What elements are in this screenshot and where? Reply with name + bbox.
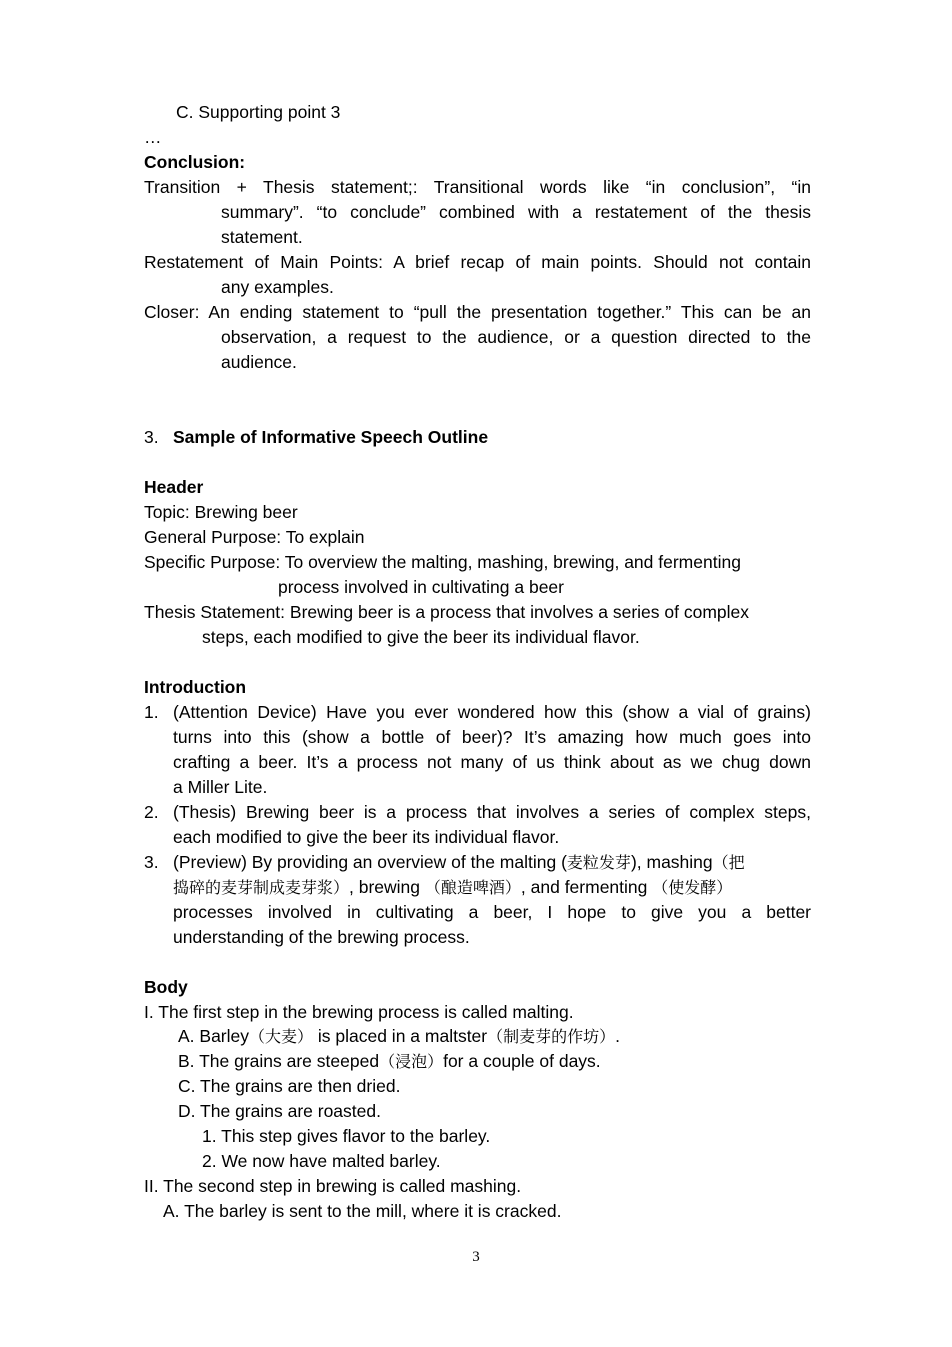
header-specific-purpose-line2: process involved in cultivating a beer: [278, 577, 564, 597]
introduction-heading: Introduction: [144, 677, 247, 697]
list-number: 3.: [144, 852, 159, 872]
conclusion-transition-line2: summary”. “to conclude” combined with a restatement of the thesis: [221, 202, 811, 222]
body-step1: I. The first step in the brewing process is called malting.: [144, 1002, 574, 1022]
outline-point-c: C. Supporting point 3: [176, 102, 341, 122]
header-topic: Topic: Brewing beer: [144, 502, 298, 522]
intro-item3-line4: understanding of the brewing process.: [173, 927, 470, 947]
body-step1-a: A. Barley（大麦） is placed in a maltster（制麦芽的作坊）.: [178, 1026, 621, 1046]
conclusion-restatement-line1: Restatement of Main Points: A brief recap of main points. Should not contain: [144, 252, 811, 272]
conclusion-transition-line1: Transition + Thesis statement;: Transitional words like “in conclusion”, “in: [144, 177, 811, 197]
body-heading: Body: [144, 977, 188, 997]
body-step2: II. The second step in brewing is called mashing.: [144, 1176, 522, 1196]
body-step1-c: C. The grains are then dried.: [178, 1076, 401, 1096]
intro-item3-line2: 捣碎的麦芽制成麦芽浆）, brewing （酿造啤酒）, and fermenting （使发酵）: [173, 877, 733, 897]
section-title: Sample of Informative Speech Outline: [173, 427, 489, 447]
section-heading: [144, 425, 811, 450]
body-step2-a: A. The barley is sent to the mill, where it is cracked.: [163, 1201, 562, 1221]
conclusion-closer-line3: audience.: [221, 352, 297, 372]
ellipsis: …: [144, 127, 162, 147]
intro-item2-line2: each modified to give the beer its individual flavor.: [173, 827, 560, 847]
header-general-purpose: General Purpose: To explain: [144, 527, 365, 547]
body-step1-d1: 1. This step gives flavor to the barley.: [202, 1126, 491, 1146]
conclusion-closer-line1: Closer: An ending statement to “pull the presentation together.” This can be an: [144, 302, 811, 322]
header-thesis-line2: steps, each modified to give the beer its individual flavor.: [202, 627, 640, 647]
intro-item1-line2: turns into this (show a bottle of beer)? It’s amazing how much goes into: [173, 727, 811, 747]
header-thesis-line1: Thesis Statement: Brewing beer is a process that involves a series of complex: [144, 602, 749, 622]
intro-item1-line4: a Miller Lite.: [173, 777, 268, 797]
body-step1-b: B. The grains are steeped（浸泡）for a couple of days.: [178, 1051, 601, 1071]
conclusion-restatement-line2: any examples.: [221, 277, 334, 297]
list-number: 1.: [144, 702, 159, 722]
conclusion-heading: Conclusion:: [144, 152, 246, 172]
intro-item1-line3: crafting a beer. It’s a process not many of us think about as we chug down: [173, 752, 811, 772]
page-number: 3: [472, 1249, 480, 1265]
body-step1-d2: 2. We now have malted barley.: [202, 1151, 441, 1171]
body-step1-d: D. The grains are roasted.: [178, 1101, 381, 1121]
intro-item3-line3: processes involved in cultivating a beer, I hope to give you a better: [173, 902, 811, 922]
list-number: 2.: [144, 802, 159, 822]
intro-item2-line1: (Thesis) Brewing beer is a process that involves a series of complex steps,: [173, 802, 811, 822]
header-heading: Header: [144, 477, 204, 497]
section-number: 3.: [144, 427, 159, 447]
conclusion-transition-line3: statement.: [221, 227, 303, 247]
intro-item3-line1: (Preview) By providing an overview of the malting (麦粒发芽), mashing（把: [173, 852, 745, 872]
header-specific-purpose-line1: Specific Purpose: To overview the malting, mashing, brewing, and fermenting: [144, 552, 741, 572]
intro-item1-line1: (Attention Device) Have you ever wondered how this (show a vial of grains): [173, 702, 811, 722]
conclusion-closer-line2: observation, a request to the audience, or a question directed to the: [221, 327, 811, 347]
